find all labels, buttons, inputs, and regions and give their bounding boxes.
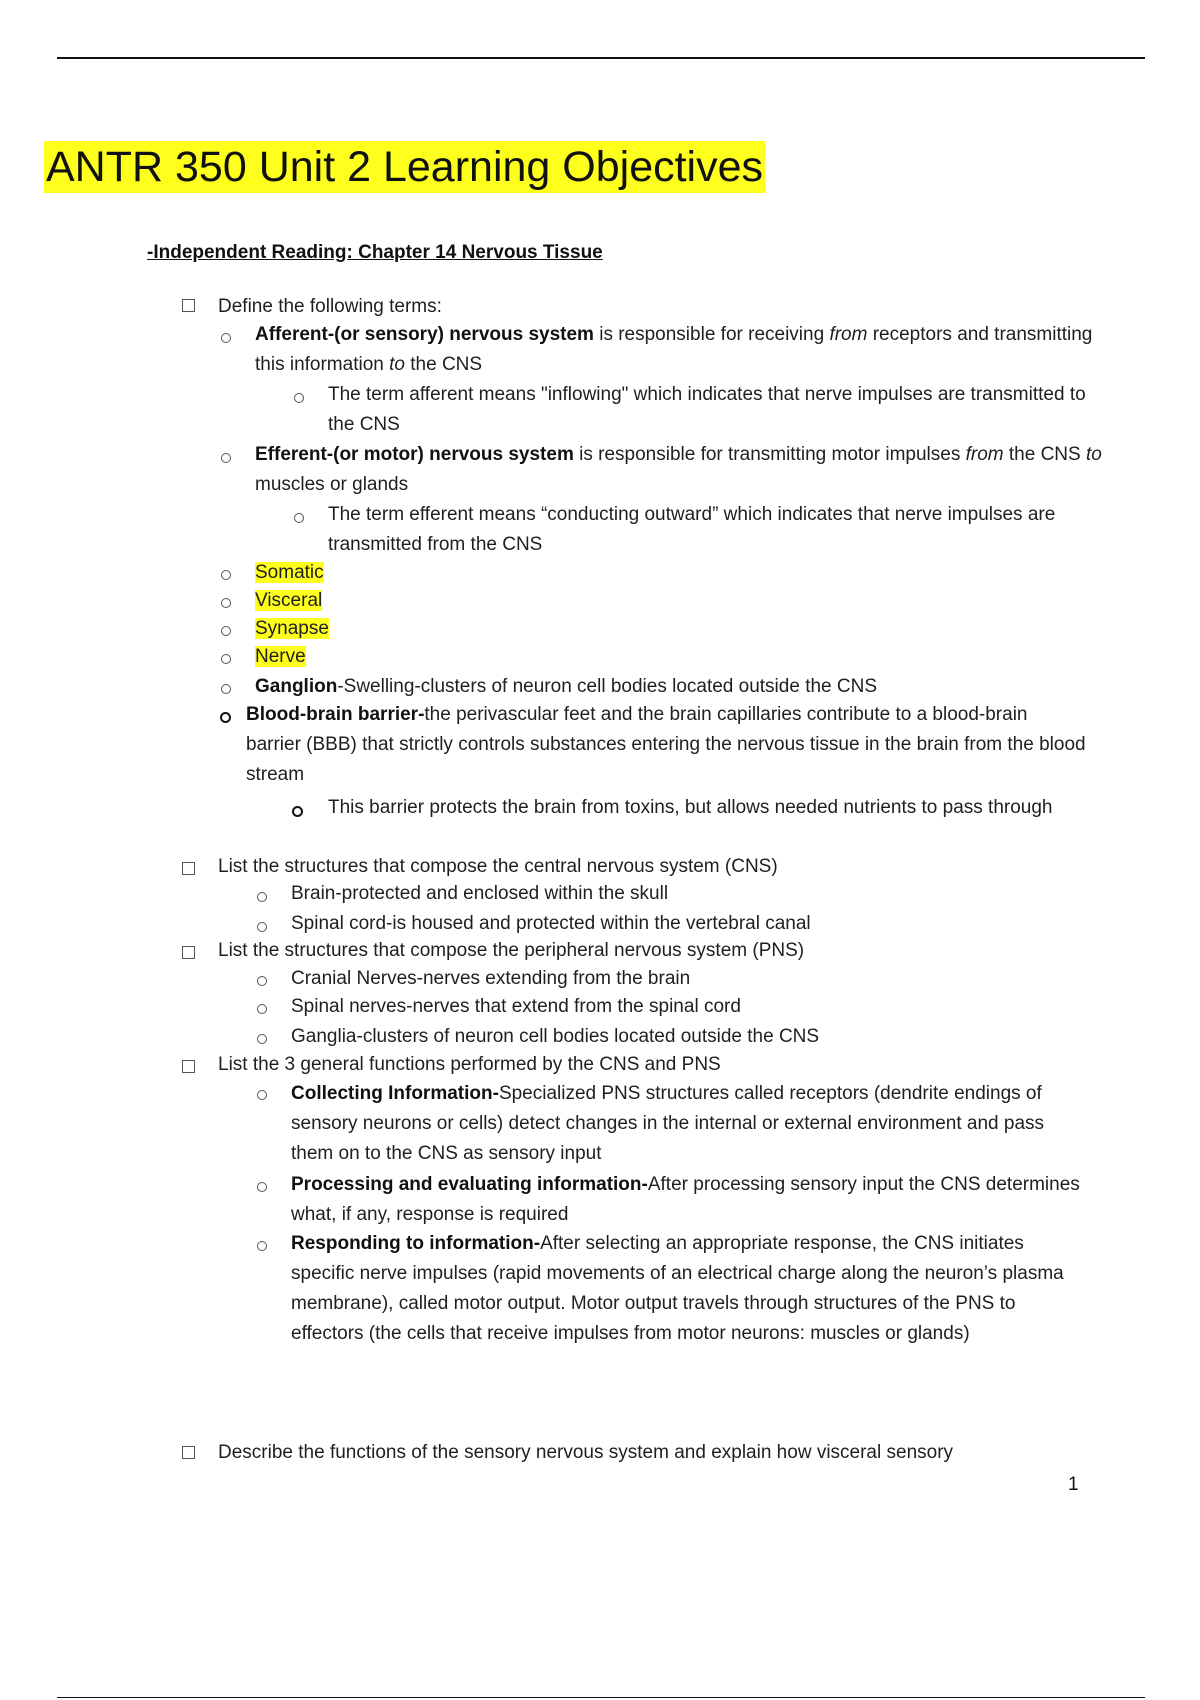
bullet-circle-icon [257, 976, 267, 986]
objective-cns-structures: List the structures that compose the central nervous system (CNS) [218, 856, 778, 877]
bullet-circle-icon [221, 684, 231, 694]
bullet-circle-icon [221, 654, 231, 664]
bbb-detail: This barrier protects the brain from toxins, but allows needed nutrients to pass through [328, 797, 1053, 818]
term-visceral: Visceral [255, 590, 323, 611]
function-responding: Responding to information-After selecting an appropriate response, the CNS initiates specific nerve impulses (rapid movements of an electrical charge along the neuron’s plasma membrane), called motor output. Motor output travels through structures of the PNS to effectors (the cells that receive impulses from motor neurons: muscles or glands) [291, 1233, 1064, 1344]
term-nerve: Nerve [255, 646, 306, 667]
cns-spinal-cord: Spinal cord-is housed and protected within the vertebral canal [291, 913, 811, 934]
bullet-circle-icon [292, 806, 303, 817]
page-number: 1 [1068, 1474, 1079, 1495]
term-synapse: Synapse [255, 618, 329, 639]
bullet-circle-icon [220, 712, 231, 723]
bullet-circle-icon [221, 598, 231, 608]
page-title: ANTR 350 Unit 2 Learning Objectives [46, 143, 764, 191]
term-blood-brain-barrier: Blood-brain barrier-the perivascular feet and the brain capillaries contribute to a blood-brain barrier (BBB) that strictly controls substances entering the nervous tissue in the brain from the blood stream [246, 704, 1086, 785]
bullet-circle-icon [257, 1004, 267, 1014]
term-somatic: Somatic [255, 562, 324, 583]
checkbox-icon [182, 946, 195, 959]
checkbox-icon [182, 862, 195, 875]
pns-ganglia: Ganglia-clusters of neuron cell bodies located outside the CNS [291, 1026, 820, 1047]
cns-brain: Brain-protected and enclosed within the skull [291, 883, 669, 904]
bullet-circle-icon [221, 570, 231, 580]
objective-describe-sensory: Describe the functions of the sensory nervous system and explain how visceral sensory [218, 1442, 954, 1463]
bullet-circle-icon [294, 513, 304, 523]
term-afferent: Afferent-(or sensory) nervous system is responsible for receiving from receptors and transmitting this information to the CNS [255, 324, 1093, 375]
bullet-circle-icon [257, 1090, 267, 1100]
term-efferent: Efferent-(or motor) nervous system is responsible for transmitting motor impulses from the CNS to muscles or glands [255, 444, 1102, 495]
pns-spinal-nerves: Spinal nerves-nerves that extend from the spinal cord [291, 996, 741, 1017]
function-processing: Processing and evaluating information-After processing sensory input the CNS determines what, if any, response is required [291, 1174, 1080, 1225]
checkbox-icon [182, 1060, 195, 1073]
term-ganglion: Ganglion-Swelling-clusters of neuron cell bodies located outside the CNS [255, 676, 878, 697]
bullet-circle-icon [257, 1182, 267, 1192]
checkbox-icon [182, 1446, 195, 1459]
efferent-detail: The term efferent means “conducting outward” which indicates that nerve impulses are transmitted from the CNS [328, 504, 1056, 555]
footer-rule [57, 1697, 1145, 1698]
bullet-circle-icon [221, 453, 231, 463]
section-subheading: -Independent Reading: Chapter 14 Nervous Tissue [147, 242, 603, 263]
function-collecting: Collecting Information-Specialized PNS structures called receptors (dendrite endings of sensory neurons or cells) detect changes in the internal or external environment and pass them on to the CNS as sensory input [291, 1083, 1045, 1164]
bullet-circle-icon [294, 393, 304, 403]
bullet-circle-icon [257, 922, 267, 932]
afferent-detail: The term afferent means "inflowing" which indicates that nerve impulses are transmitted to the CNS [328, 384, 1086, 435]
bullet-circle-icon [221, 626, 231, 636]
header-rule [57, 57, 1145, 59]
checkbox-icon [182, 299, 195, 312]
bullet-circle-icon [257, 892, 267, 902]
bullet-circle-icon [221, 333, 231, 343]
bullet-circle-icon [257, 1241, 267, 1251]
objective-general-functions: List the 3 general functions performed by the CNS and PNS [218, 1054, 721, 1075]
objective-define-terms: Define the following terms: [218, 296, 442, 317]
bullet-circle-icon [257, 1034, 267, 1044]
pns-cranial-nerves: Cranial Nerves-nerves extending from the brain [291, 968, 691, 989]
objective-pns-structures: List the structures that compose the peripheral nervous system (PNS) [218, 940, 805, 961]
